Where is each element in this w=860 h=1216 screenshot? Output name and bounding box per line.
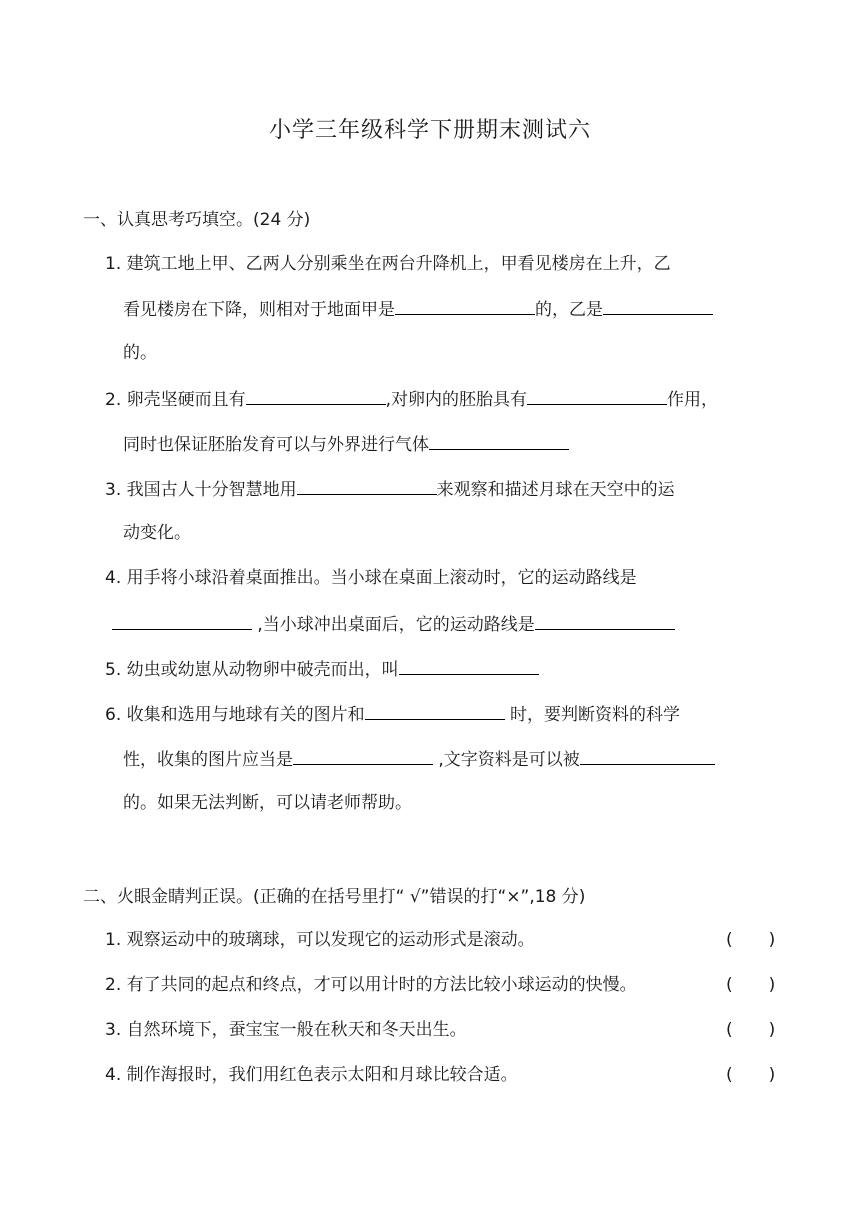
section1-heading: 一、认真思考巧填空。(24 分) [83,210,311,230]
judge-item-3-answer-box[interactable] [726,1018,775,1042]
q4-blank-1[interactable] [112,611,252,630]
paren-close: ) [768,930,776,950]
q6-blank-3[interactable] [580,746,715,765]
q1-line3 [123,341,157,365]
q5-text-a: 幼虫或幼崽从动物卵中破壳而出，叫 [126,660,399,680]
q2-blank-2[interactable] [527,386,667,405]
q1-line2 [123,296,713,322]
paren-open: ( [726,1065,733,1085]
q3-text-b: 来观察和描述月球在天空中的运 [436,480,675,500]
section2-heading: 二、火眼金睛判正误。(正确的在括号里打“ √”错误的打“×”,18 分) [83,887,586,907]
q4-blank-2[interactable] [535,611,675,630]
q2-text-a: 卵壳坚硬而且有 [126,390,246,410]
q1-blank-1[interactable] [395,296,535,315]
q2-blank-1[interactable] [246,386,386,405]
judge-item-2 [105,973,637,997]
judge-item-4-answer-box[interactable] [726,1063,775,1087]
judge-item-1-text: 观察运动中的玻璃球，可以发现它的运动形式是滚动。 [126,930,535,950]
q6-text-c: 性，收集的图片应当是 [123,750,293,770]
q1-number: 1. [105,254,122,274]
q3-text-c: 动变化。 [123,523,191,543]
q2-text-c: 作用， [667,390,719,410]
q5-number: 5. [105,660,122,680]
judge-item-2-answer-box[interactable] [726,973,775,997]
q6-blank-2[interactable] [293,746,433,765]
q1-text-d: 的。 [123,343,157,363]
paren-close: ) [768,1065,776,1085]
q2-text-b: ,对卵内的胚胎具有 [385,390,528,410]
judge-item-4 [105,1063,518,1087]
judge-item-1-number: 1. [105,930,122,950]
judge-item-4-text: 制作海报时，我们用红色表示太阳和月球比较合适。 [126,1065,518,1085]
judge-item-2-text: 有了共同的起点和终点，才可以用计时的方法比较小球运动的快慢。 [126,975,637,995]
paren-open: ( [726,975,733,995]
q3-line1 [105,476,675,502]
q3-line2 [123,521,191,545]
q4-line2 [112,611,675,637]
judge-item-3-text: 自然环境下，蚕宝宝一般在秋天和冬天出生。 [126,1020,467,1040]
q1-blank-2[interactable] [603,296,713,315]
judge-item-3-number: 3. [105,1020,122,1040]
q2-line2 [123,431,569,457]
q6-number: 6. [105,705,122,725]
paren-close: ) [768,975,776,995]
q6-text-a: 收集和选用与地球有关的图片和 [126,705,365,725]
q2-line1 [105,386,718,412]
q6-line1 [105,701,680,727]
paren-open: ( [726,930,733,950]
q6-text-d: ,文字资料是可以被 [438,750,580,770]
q6-text-b: 时，要判断资料的科学 [510,705,681,725]
paren-close: ) [768,1020,776,1040]
q1-text-b: 看见楼房在下降，则相对于地面甲是 [123,300,395,320]
q1-text-a: 建筑工地上甲、乙两人分别乘坐在两台升降机上，甲看见楼房在上升，乙 [126,254,671,274]
q2-text-d: 同时也保证胚胎发育可以与外界进行气体 [123,435,429,455]
judge-item-4-number: 4. [105,1065,122,1085]
q2-number: 2. [105,390,122,410]
paren-open: ( [726,1020,733,1040]
q4-text-b: ,当小球冲出桌面后，它的运动路线是 [257,615,535,635]
q4-number: 4. [105,568,122,588]
q3-blank-1[interactable] [297,476,437,495]
judge-item-1 [105,928,535,952]
q1-line1 [105,252,671,276]
q5-blank-1[interactable] [399,656,539,675]
judge-item-2-number: 2. [105,975,122,995]
q6-line3 [123,791,412,815]
judge-item-1-answer-box[interactable] [726,928,775,952]
q6-blank-1[interactable] [365,701,505,720]
judge-item-3 [105,1018,467,1042]
q1-text-c: 的，乙是 [535,300,603,320]
q3-text-a: 我国古人十分智慧地用 [126,480,297,500]
q3-number: 3. [105,480,122,500]
q4-line1 [105,566,637,590]
q4-text-a: 用手将小球沿着桌面推出。当小球在桌面上滚动时，它的运动路线是 [126,568,637,588]
q5-line1 [105,656,539,682]
q2-blank-3[interactable] [429,431,569,450]
q6-text-e: 的。如果无法判断，可以请老师帮助。 [123,793,412,813]
page-title: 小学三年级科学下册期末测试六 [268,118,591,143]
q6-line2 [123,746,715,772]
